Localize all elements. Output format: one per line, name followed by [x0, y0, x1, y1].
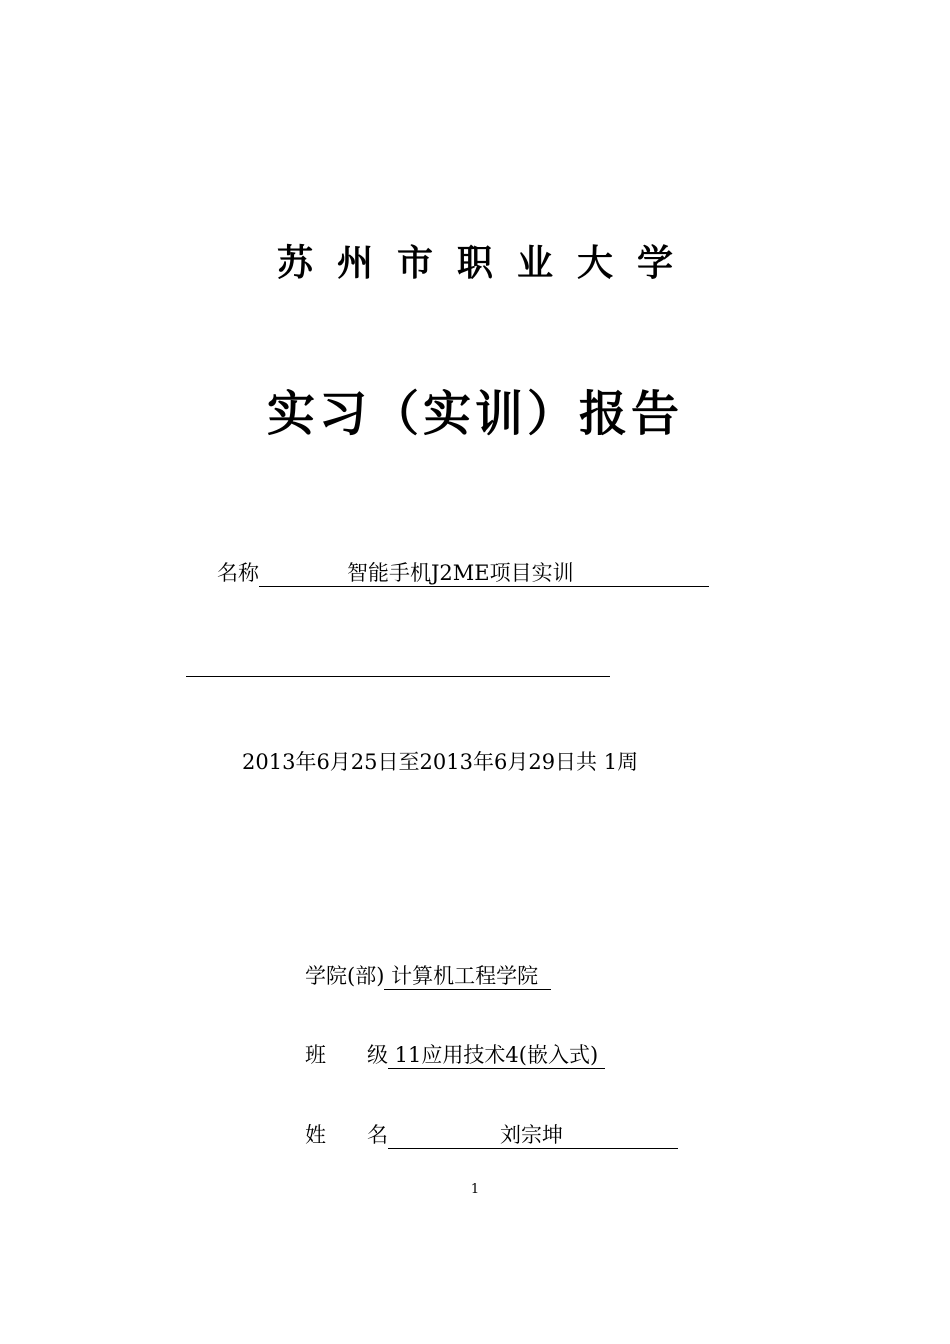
student-label-part-2: 名	[367, 1123, 388, 1147]
report-title: 实习（实训）报告	[266, 386, 683, 442]
project-name-value: 智能手机J2ME项目实训	[259, 560, 709, 587]
class-label-part-2: 级	[367, 1043, 388, 1067]
project-name-row	[217, 558, 709, 588]
department-label: 学院(部)	[305, 964, 385, 988]
student-label-part-1: 姓	[305, 1123, 326, 1147]
project-name-label: 名称	[217, 561, 259, 585]
department-row	[305, 961, 551, 991]
class-row	[305, 1040, 605, 1070]
department-value: 计算机工程学院	[384, 964, 552, 988]
student-name-value: 刘宗坤	[388, 1122, 678, 1149]
date-range: 2013年6月25日至2013年6月29日共 1周	[242, 750, 639, 774]
class-value: 11应用技术4(嵌入式)	[388, 1043, 605, 1067]
blank-underline	[186, 676, 610, 677]
page-number: 1	[470, 1182, 480, 1197]
university-name: 苏州市职业大学	[276, 242, 697, 284]
student-name-row	[305, 1120, 678, 1150]
class-label-part-1: 班	[305, 1043, 326, 1067]
